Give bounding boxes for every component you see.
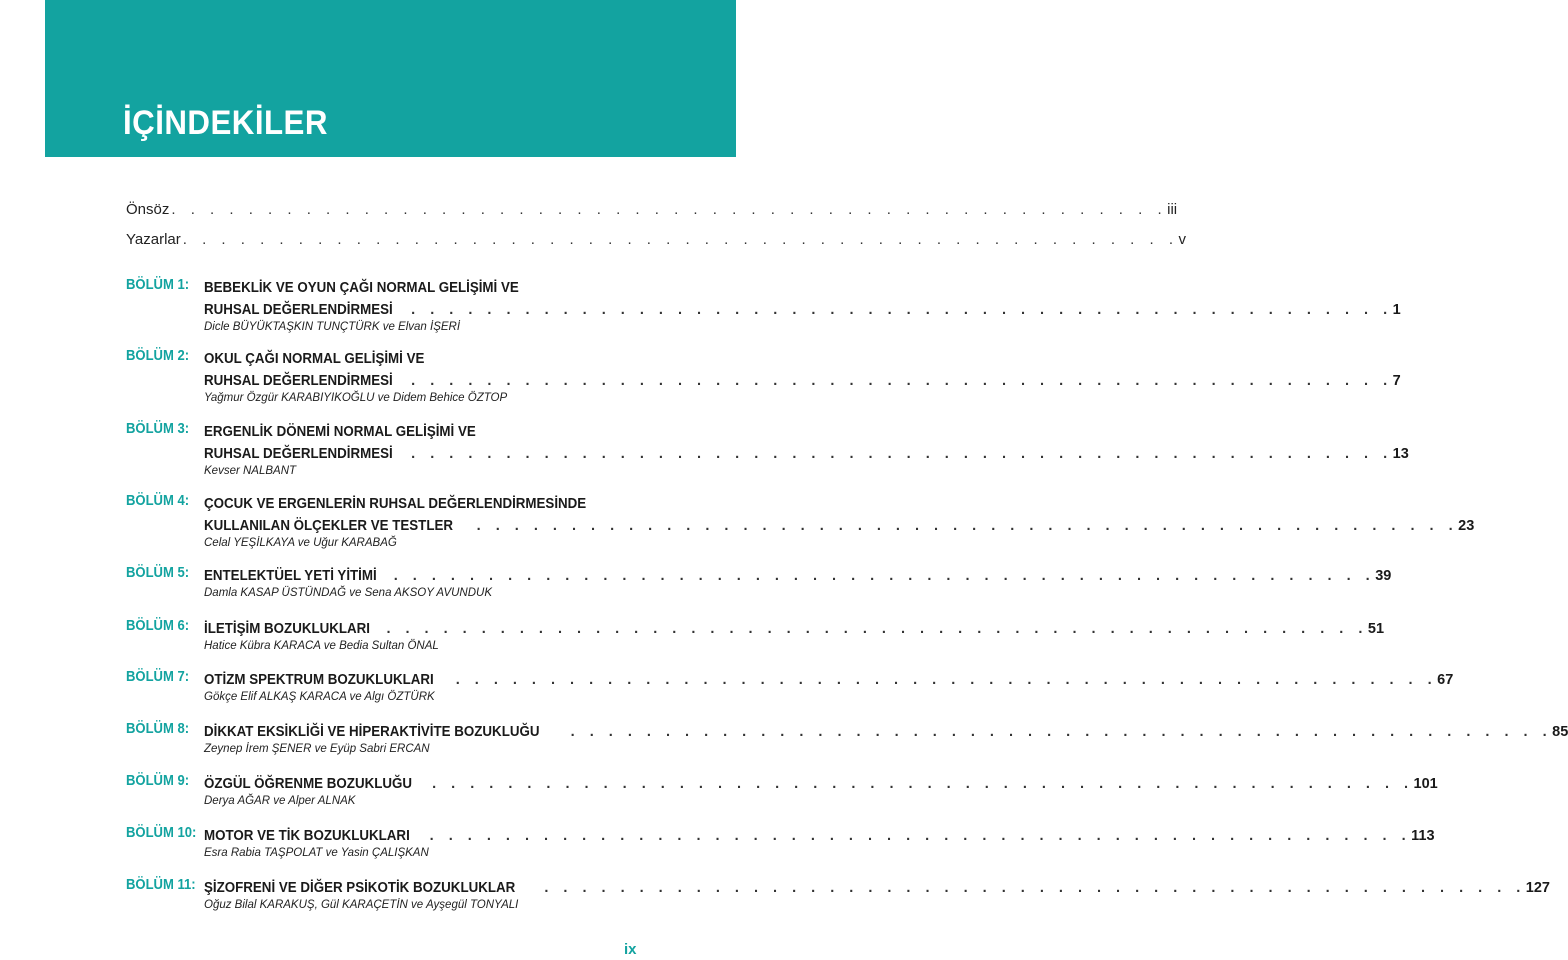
- chapter-authors: Hatice Kübra KARACA ve Bedia Sultan ÖNAL: [204, 640, 439, 652]
- chapter-title-line: OKUL ÇAĞI NORMAL GELİŞİMİ VE: [204, 351, 425, 367]
- dot-leader: . . . . . . . . . . . . . . . . . . . . . . . . . . . . . . . . . . . . . . . . . . . . . . . . . . . .: [570, 724, 1553, 740]
- chapter-authors: Kevser NALBANT: [204, 465, 297, 477]
- page-title: İÇİNDEKİLER: [123, 104, 328, 142]
- header-banner: [45, 0, 736, 157]
- chapter-label: BÖLÜM 6:: [126, 618, 190, 634]
- chapter-label: BÖLÜM 8:: [126, 721, 190, 737]
- dot-leader: . . . . . . . . . . . . . . . . . . . . . . . . . . . . . . . . . . . . . . . . . . . . . . . . . . . .: [411, 373, 1393, 389]
- dot-leader: . . . . . . . . . . . . . . . . . . . . . . . . . . . . . . . . . . . . . . . . . . . . . . . . . . . .: [411, 446, 1393, 462]
- chapter-label: BÖLÜM 11:: [126, 877, 196, 893]
- toc-page-number: v: [1178, 231, 1187, 248]
- dot-leader: . . . . . . . . . . . . . . . . . . . . . . . . . . . . . . . . . . . . . . . . . . . . . . . . . . . .: [411, 302, 1393, 318]
- toc-page-number: 67: [1437, 672, 1454, 688]
- chapter-title-line: ENTELEKTÜEL YETİ YİTİMİ: [204, 568, 377, 584]
- toc-page-number: 13: [1392, 446, 1409, 462]
- toc-entry-front[interactable]: [126, 201, 1178, 218]
- dot-leader: . . . . . . . . . . . . . . . . . . . . . . . . . . . . . . . . . . . . . . . . . . . . . . . . . . . .: [393, 568, 1376, 584]
- toc-page-number: 1: [1392, 302, 1401, 318]
- chapter-label: BÖLÜM 2:: [126, 348, 190, 364]
- chapter-label: BÖLÜM 10:: [126, 825, 197, 841]
- chapter-authors: Yağmur Özgür KARABIYIKOĞLU ve Didem Behice ÖZTOP: [204, 392, 508, 404]
- dot-leader: . . . . . . . . . . . . . . . . . . . . . . . . . . . . . . . . . . . . . . . . . . . . . . . . . . . .: [455, 672, 1438, 688]
- chapter-authors: Damla KASAP ÜSTÜNDAĞ ve Sena AKSOY AVUNDUK: [204, 587, 493, 599]
- chapter-label: BÖLÜM 7:: [126, 669, 190, 685]
- dot-leader: . . . . . . . . . . . . . . . . . . . . . . . . . . . . . . . . . . . . . . . . . . . . . . . . . . . .: [182, 231, 1179, 248]
- chapter-title-line: RUHSAL DEĞERLENDİRMESİ: [204, 446, 393, 462]
- chapter-title-line: MOTOR VE TİK BOZUKLUKLARI: [204, 828, 410, 844]
- toc-page-number: 113: [1411, 828, 1435, 844]
- chapter-authors: Dicle BÜYÜKTAŞKIN TUNÇTÜRK ve Elvan İŞERİ: [204, 321, 461, 333]
- chapter-title-line: ŞİZOFRENİ VE DİĞER PSİKOTİK BOZUKLUKLAR: [204, 880, 516, 896]
- chapter-title-line: DİKKAT EKSİKLİĞİ VE HİPERAKTİVİTE BOZUKLUĞU: [204, 724, 540, 740]
- chapter-title-line: RUHSAL DEĞERLENDİRMESİ: [204, 373, 393, 389]
- toc-page-number: 39: [1375, 568, 1392, 584]
- toc-page-number: 51: [1367, 621, 1385, 637]
- chapter-title-line: İLETİŞİM BOZUKLUKLARI: [204, 621, 371, 637]
- dot-leader: . . . . . . . . . . . . . . . . . . . . . . . . . . . . . . . . . . . . . . . . . . . . . . . . . . . .: [432, 776, 1414, 792]
- chapter-label: BÖLÜM 3:: [126, 421, 190, 437]
- dot-leader: . . . . . . . . . . . . . . . . . . . . . . . . . . . . . . . . . . . . . . . . . . . . . . . . . . . .: [171, 201, 1168, 218]
- dot-leader: . . . . . . . . . . . . . . . . . . . . . . . . . . . . . . . . . . . . . . . . . . . . . . . . . . . .: [476, 518, 1459, 534]
- toc-page-number: 85: [1552, 724, 1568, 740]
- chapter-label: BÖLÜM 1:: [126, 277, 190, 293]
- chapter-authors: Gökçe Elif ALKAŞ KARACA ve Algı ÖZTÜRK: [204, 691, 435, 703]
- toc-entry-front[interactable]: [126, 231, 1187, 248]
- chapter-authors: Derya AĞAR ve Alper ALNAK: [204, 795, 356, 807]
- chapter-title-line: BEBEKLİK VE OYUN ÇAĞI NORMAL GELİŞİMİ VE: [204, 280, 519, 296]
- toc-page-number: 23: [1458, 518, 1475, 534]
- toc-entry-title: Yazarlar: [126, 231, 181, 248]
- toc-page-number: 127: [1525, 880, 1550, 896]
- chapter-authors: Oğuz Bilal KARAKUŞ, Gül KARAÇETİN ve Ayşegül TONYALI: [204, 899, 519, 911]
- toc-entry-title: Önsöz: [126, 201, 170, 218]
- chapter-label: BÖLÜM 9:: [126, 773, 190, 789]
- chapter-label: BÖLÜM 5:: [126, 565, 190, 581]
- chapter-authors: Celal YEŞİLKAYA ve Uğur KARABAĞ: [204, 537, 397, 549]
- chapter-title-line: RUHSAL DEĞERLENDİRMESİ: [204, 302, 393, 318]
- chapter-title-line: ÇOCUK VE ERGENLERİN RUHSAL DEĞERLENDİRMESİNDE: [204, 496, 587, 512]
- dot-leader: . . . . . . . . . . . . . . . . . . . . . . . . . . . . . . . . . . . . . . . . . . . . . . . . . . . .: [544, 880, 1526, 896]
- toc-page-number: 101: [1413, 776, 1438, 792]
- chapter-label: BÖLÜM 4:: [126, 493, 190, 509]
- chapter-authors: Zeynep İrem ŞENER ve Eyüp Sabri ERCAN: [204, 743, 430, 755]
- chapter-title-line: OTİZM SPEKTRUM BOZUKLUKLARI: [204, 672, 434, 688]
- toc-page-number: iii: [1167, 201, 1178, 218]
- chapter-authors: Esra Rabia TAŞPOLAT ve Yasin ÇALIŞKAN: [204, 847, 429, 859]
- dot-leader: . . . . . . . . . . . . . . . . . . . . . . . . . . . . . . . . . . . . . . . . . . . . . . . . . . . .: [386, 621, 1368, 637]
- chapter-title-line: ERGENLİK DÖNEMİ NORMAL GELİŞİMİ VE: [204, 424, 476, 440]
- chapter-title-line: KULLANILAN ÖLÇEKLER VE TESTLER: [204, 518, 454, 534]
- chapter-title-line: ÖZGÜL ÖĞRENME BOZUKLUĞU: [204, 776, 413, 792]
- page-number: ix: [624, 941, 637, 958]
- toc-page-number: 7: [1392, 373, 1401, 389]
- dot-leader: . . . . . . . . . . . . . . . . . . . . . . . . . . . . . . . . . . . . . . . . . . . . . . . . . . . .: [429, 828, 1412, 844]
